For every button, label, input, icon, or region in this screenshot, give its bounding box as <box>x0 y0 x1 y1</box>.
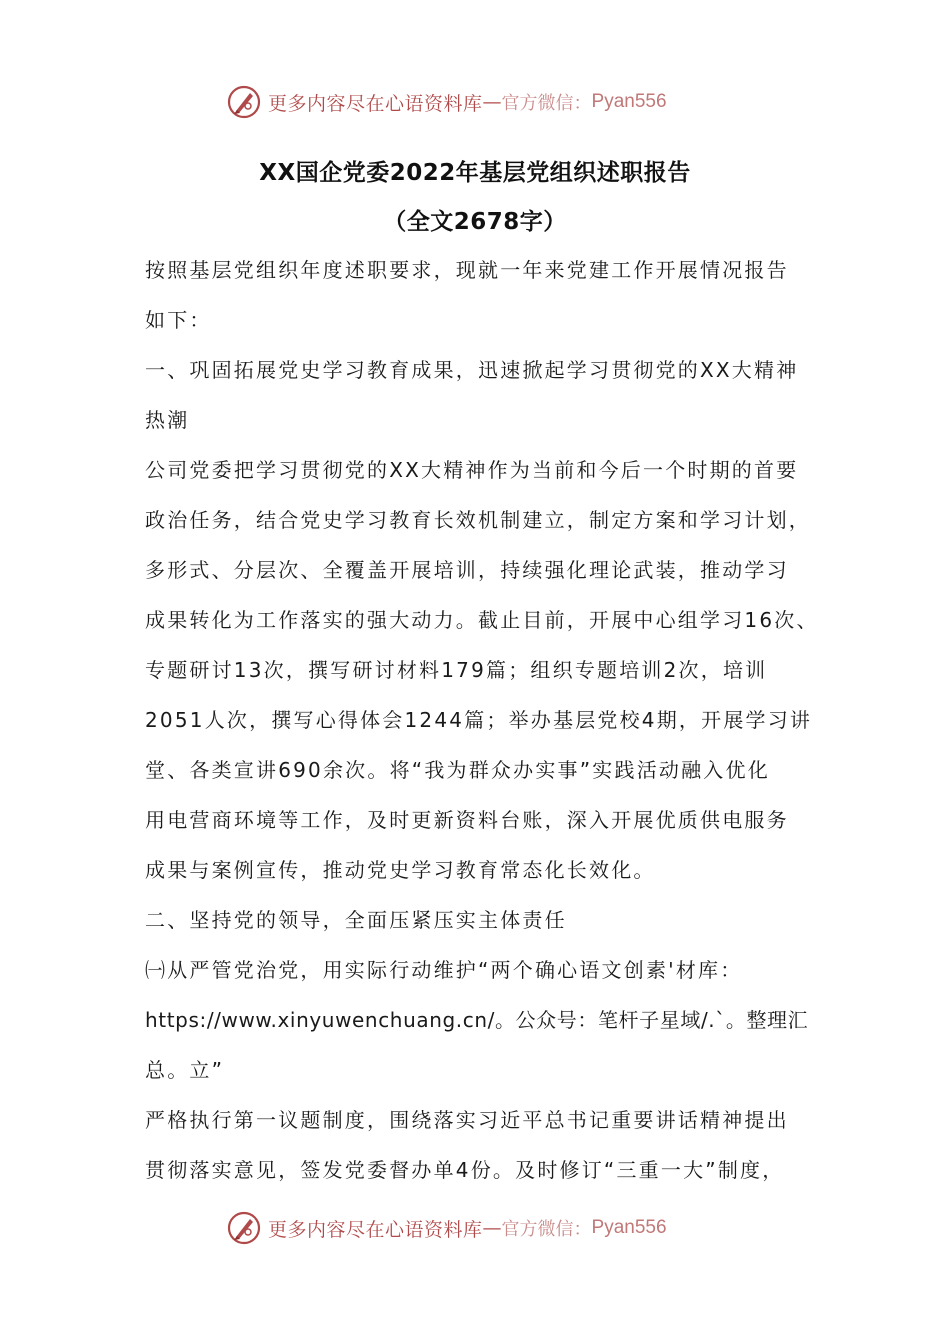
body-line: 多形式、分层次、全覆盖开展培训，持续强化理论武装，推动学习 <box>145 558 789 582</box>
watermark-site-text: 更多内容尽在心语资料库 <box>268 1218 483 1241</box>
section-heading-1: 一、巩固拓展党史学习教育成果，迅速掀起学习贯彻党的XX大精神 <box>145 358 799 382</box>
watermark-dash: — <box>482 1217 502 1239</box>
document-title: XX国企党委2022年基层党组织述职报告 <box>259 160 691 186</box>
body-line-url: https://www.xinyuwenchuang.cn/。公众号：笔杆子星域/.`。整理汇 <box>145 1008 809 1032</box>
section-heading-1-cont: 热潮 <box>145 408 190 432</box>
watermark-label: 官方微信： <box>501 93 592 114</box>
pen-circle-logo-icon <box>226 84 262 120</box>
watermark-label: 官方微信： <box>501 1219 592 1240</box>
body-line: 用电营商环境等工作，及时更新资料台账，深入开展优质供电服务 <box>145 808 789 832</box>
watermark-wechat-id: Pyan556 <box>591 91 667 112</box>
body-line: 按照基层党组织年度述职要求，现就一年来党建工作开展情况报告 <box>145 258 789 282</box>
body-line: 2051人次，撰写心得体会1244篇；举办基层党校4期，开展学习讲 <box>145 708 813 732</box>
body-line: 如下： <box>145 308 212 332</box>
body-line: 成果转化为工作落实的强大动力。截止目前，开展中心组学习16次、 <box>145 608 819 632</box>
body-line: ㈠从严管党治党，用实际行动维护“两个确心语文创素'材库： <box>145 958 743 982</box>
document-body <box>145 253 819 1203</box>
body-line: 政治任务，结合党史学习教育长效机制建立，制定方案和学习计划， <box>145 508 811 532</box>
body-line: 成果与案例宣传，推动党史学习教育常态化长效化。 <box>145 858 656 882</box>
pen-circle-logo-icon <box>226 1210 262 1246</box>
watermark-banner-top <box>226 82 746 122</box>
body-line: 严格执行第一议题制度，围绕落实习近平总书记重要讲话精神提出 <box>145 1108 789 1132</box>
body-line: 堂、各类宣讲690余次。将“我为群众办实事”实践活动融入优化 <box>145 758 770 782</box>
body-line: 贯彻落实意见，签发党委督办单4份。及时修订“三重一大”制度， <box>145 1158 785 1182</box>
document-subtitle: （全文2678字） <box>383 209 567 235</box>
watermark-wechat-id: Pyan556 <box>591 1217 667 1238</box>
body-line: 公司党委把学习贯彻党的XX大精神作为当前和今后一个时期的首要 <box>145 458 799 482</box>
section-heading-2: 二、坚持党的领导，全面压紧压实主体责任 <box>145 908 567 932</box>
watermark-banner-bottom <box>226 1208 746 1248</box>
body-line: 专题研讨13次，撰写研讨材料179篇；组织专题培训2次，培训 <box>145 658 768 682</box>
body-line: 总。立” <box>145 1058 225 1082</box>
watermark-dash: — <box>482 91 502 113</box>
watermark-site-text: 更多内容尽在心语资料库 <box>268 92 483 115</box>
